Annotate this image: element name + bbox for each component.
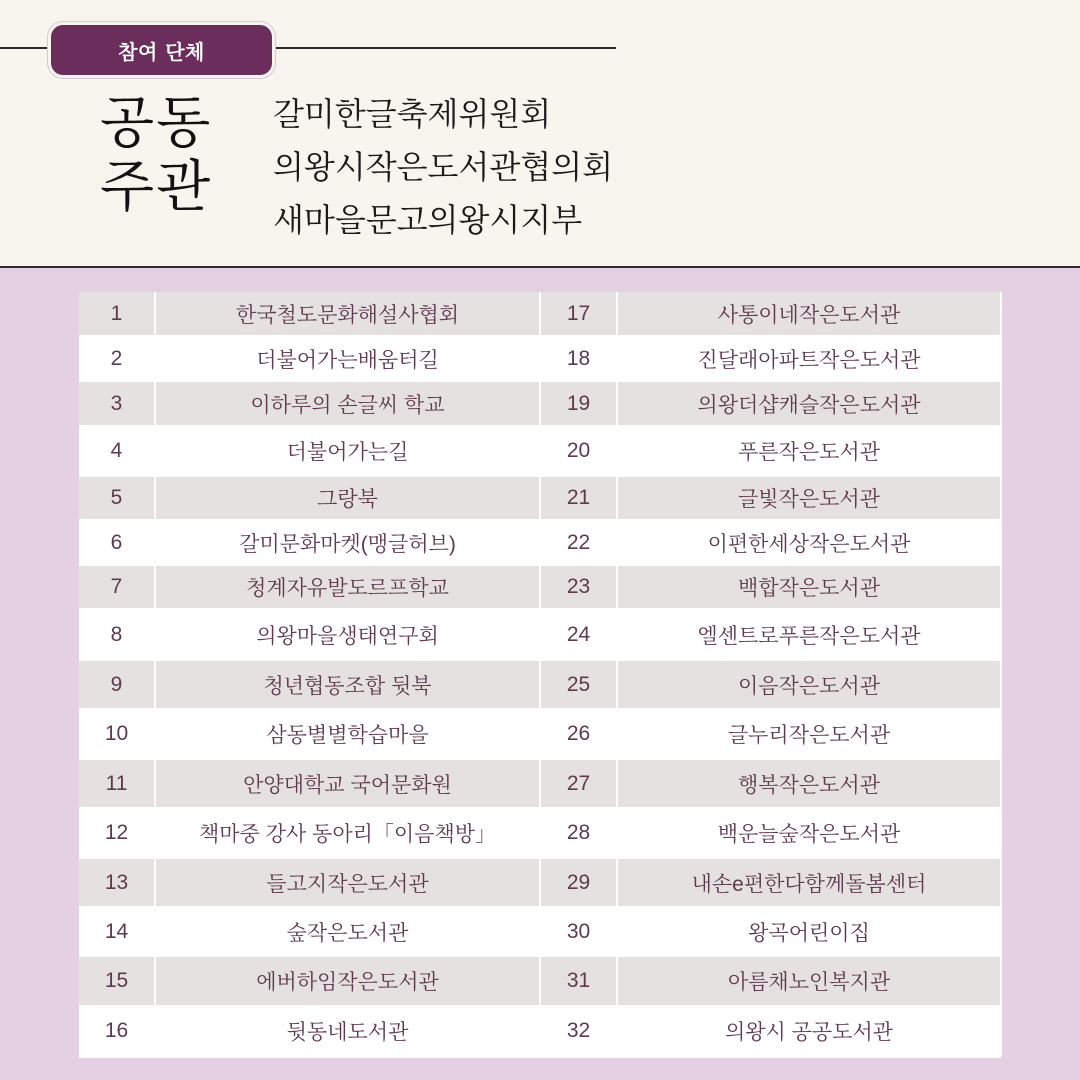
table-row bbox=[79, 520, 1001, 565]
co-host-title-line1: 공동 bbox=[100, 91, 213, 156]
organization-name: 삼동별별학습마을 bbox=[155, 709, 540, 759]
table-row bbox=[79, 956, 1001, 1006]
organization-name: 의왕더샵캐슬작은도서관 bbox=[617, 381, 1001, 426]
organization-name: 의왕시 공공도서관 bbox=[617, 1006, 1001, 1055]
table-row bbox=[79, 476, 1001, 520]
table-row bbox=[79, 759, 1001, 808]
divider-line-right bbox=[270, 47, 616, 49]
row-number: 2 bbox=[79, 336, 155, 381]
table-row bbox=[79, 609, 1001, 660]
organization-name: 책마중 강사 동아리「이음책방」 bbox=[155, 808, 540, 858]
row-number: 31 bbox=[540, 956, 617, 1006]
table-row bbox=[79, 426, 1001, 476]
table-row bbox=[79, 709, 1001, 759]
table-row bbox=[79, 565, 1001, 609]
row-number: 21 bbox=[540, 476, 617, 520]
organization-name: 뒷동네도서관 bbox=[155, 1006, 540, 1055]
organization-name: 그랑북 bbox=[155, 476, 540, 520]
organization-name: 이편한세상작은도서관 bbox=[617, 520, 1001, 565]
row-number: 17 bbox=[540, 292, 617, 336]
organization-name: 숲작은도서관 bbox=[155, 907, 540, 956]
host-organization: 새마을문고의왕시지부 bbox=[273, 201, 583, 239]
row-number: 20 bbox=[540, 426, 617, 476]
row-number: 14 bbox=[79, 907, 155, 956]
organization-name: 안양대학교 국어문화원 bbox=[155, 759, 540, 808]
organization-name: 백합작은도서관 bbox=[617, 565, 1001, 609]
row-number: 24 bbox=[540, 609, 617, 660]
row-number: 27 bbox=[540, 759, 617, 808]
co-host-title-line2: 주관 bbox=[100, 155, 213, 220]
organization-name: 들고지작은도서관 bbox=[155, 858, 540, 907]
row-number: 13 bbox=[79, 858, 155, 907]
row-number: 9 bbox=[79, 660, 155, 709]
host-organization: 갈미한글축제위원회 bbox=[273, 95, 552, 133]
organization-name: 내손e편한다함께돌봄센터 bbox=[617, 858, 1001, 907]
organization-name: 청계자유발도르프학교 bbox=[155, 565, 540, 609]
organization-name: 글빛작은도서관 bbox=[617, 476, 1001, 520]
participant-table bbox=[79, 292, 1001, 1058]
row-number: 18 bbox=[540, 336, 617, 381]
row-number: 8 bbox=[79, 609, 155, 660]
row-number: 12 bbox=[79, 808, 155, 858]
row-number: 19 bbox=[540, 381, 617, 426]
organization-name: 더불어가는길 bbox=[155, 426, 540, 476]
row-number: 22 bbox=[540, 520, 617, 565]
table-row bbox=[79, 808, 1001, 858]
organization-name: 진달래아파트작은도서관 bbox=[617, 336, 1001, 381]
co-host-title bbox=[100, 92, 230, 220]
row-number: 6 bbox=[79, 520, 155, 565]
organization-name: 청년협동조합 뒷북 bbox=[155, 660, 540, 709]
host-organization: 의왕시작은도서관협의회 bbox=[273, 148, 614, 186]
row-number: 16 bbox=[79, 1006, 155, 1055]
host-organization-list bbox=[273, 88, 613, 247]
row-number: 11 bbox=[79, 759, 155, 808]
row-number: 30 bbox=[540, 907, 617, 956]
table-row bbox=[79, 660, 1001, 709]
organization-name: 백운늘숲작은도서관 bbox=[617, 808, 1001, 858]
row-number: 1 bbox=[79, 292, 155, 336]
organization-name: 엘센트로푸른작은도서관 bbox=[617, 609, 1001, 660]
organization-name: 에버하임작은도서관 bbox=[155, 956, 540, 1006]
organization-name: 사통이네작은도서관 bbox=[617, 292, 1001, 336]
organization-name: 글누리작은도서관 bbox=[617, 709, 1001, 759]
row-number: 25 bbox=[540, 660, 617, 709]
organization-name: 푸른작은도서관 bbox=[617, 426, 1001, 476]
row-number: 23 bbox=[540, 565, 617, 609]
header-panel bbox=[0, 0, 1080, 268]
organization-name: 왕곡어린이집 bbox=[617, 907, 1001, 956]
row-number: 15 bbox=[79, 956, 155, 1006]
organization-name: 더불어가는배움터길 bbox=[155, 336, 540, 381]
row-number: 28 bbox=[540, 808, 617, 858]
table-row bbox=[79, 292, 1001, 336]
table-row bbox=[79, 907, 1001, 956]
table-row bbox=[79, 1006, 1001, 1055]
row-number: 3 bbox=[79, 381, 155, 426]
row-number: 26 bbox=[540, 709, 617, 759]
row-number: 7 bbox=[79, 565, 155, 609]
table-row bbox=[79, 336, 1001, 381]
row-number: 10 bbox=[79, 709, 155, 759]
section-badge: 참여 단체 bbox=[51, 25, 272, 75]
organization-name: 이음작은도서관 bbox=[617, 660, 1001, 709]
row-number: 29 bbox=[540, 858, 617, 907]
row-number: 4 bbox=[79, 426, 155, 476]
table-row bbox=[79, 381, 1001, 426]
organization-name: 의왕마을생태연구회 bbox=[155, 609, 540, 660]
organization-name: 아름채노인복지관 bbox=[617, 956, 1001, 1006]
row-number: 5 bbox=[79, 476, 155, 520]
row-number: 32 bbox=[540, 1006, 617, 1055]
table-row bbox=[79, 858, 1001, 907]
organization-name: 이하루의 손글씨 학교 bbox=[155, 381, 540, 426]
organization-name: 한국철도문화해설사협회 bbox=[155, 292, 540, 336]
divider-line-left bbox=[0, 47, 56, 49]
organization-name: 행복작은도서관 bbox=[617, 759, 1001, 808]
organization-name: 갈미문화마켓(맹글허브) bbox=[155, 520, 540, 565]
